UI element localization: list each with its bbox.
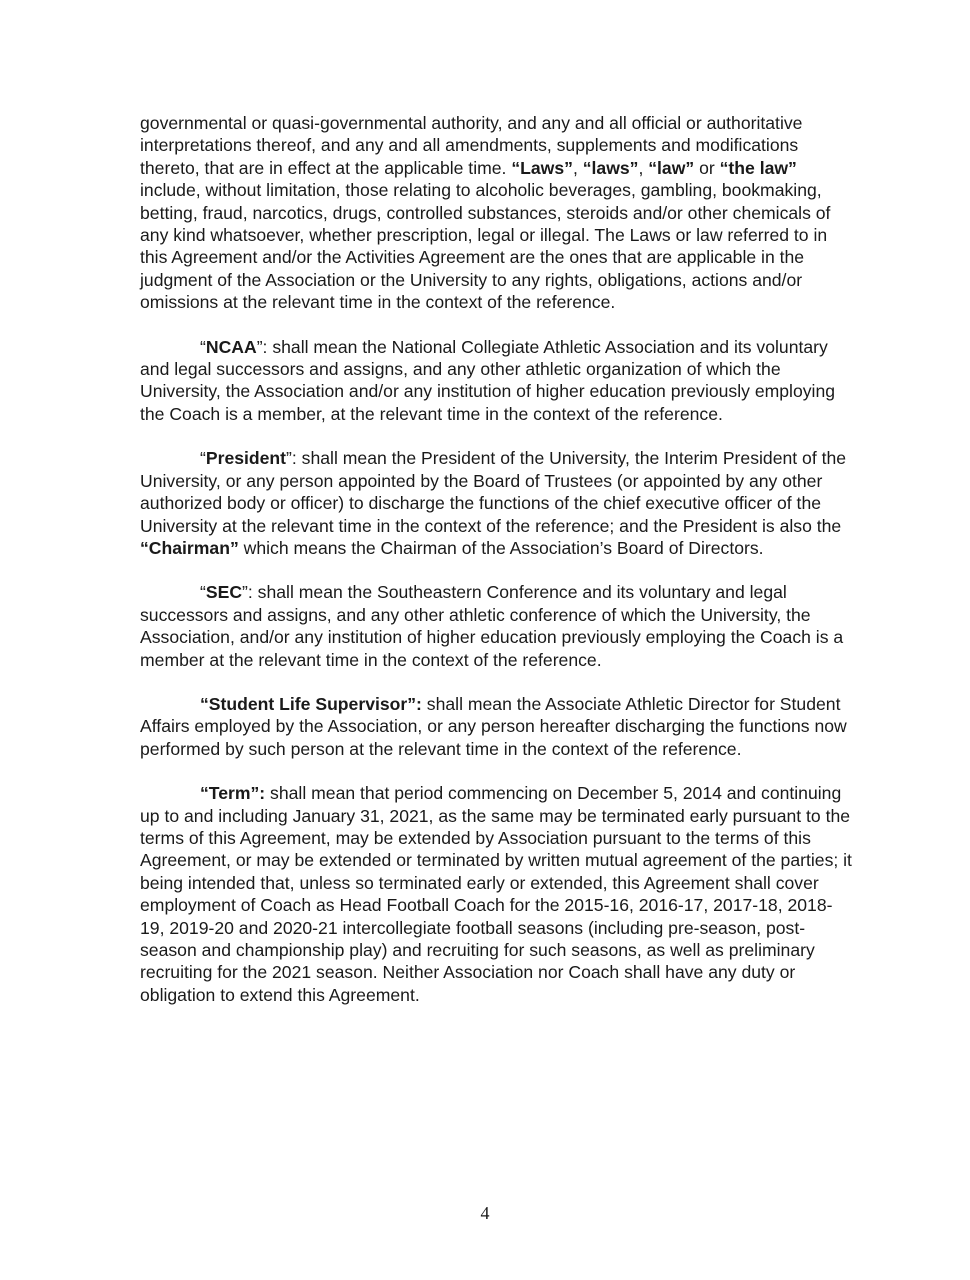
defined-term: “law” (648, 157, 695, 178)
paragraph-student-life-supervisor (140, 693, 852, 760)
defined-term: SEC (205, 582, 243, 603)
text-segment: governmental or quasi-governmental authority, and any and all official or authoritative interpretations thereof, and any and all amendments, supplements and modifications thereto, that are in effect at the applicable time. (140, 113, 803, 178)
paragraph-ncaa (140, 336, 852, 426)
text-segment: include, without limitation, those relating to alcoholic beverages, gambling, bookmaking, betting, fraud, narcotics, drugs, controlled substances, steroids and/or other chemicals of any kind whatsoever, whether prescription, legal or illegal. The Laws or law referred to in this Agreement and/or the Activities Agreement are the ones that are applicable in the judgment of the Association or the University to any rights, obligations, actions and/or omissions at the relevant time in the context of the reference. (140, 180, 831, 313)
defined-term: “Laws” (511, 157, 573, 178)
paragraph-term (140, 782, 852, 1006)
text-segment: which means the Chairman of the Association’s Board of Directors. (238, 537, 764, 558)
defined-term: “the law” (719, 157, 797, 178)
text-segment: “ (200, 582, 206, 603)
page-number: 4 (480, 1203, 490, 1223)
text-segment: ”: shall mean the National Collegiate Athletic Association and its voluntary and legal successors and assigns, and any other athletic organization of which the University, the Association and/or any institution of higher education previously employing the Coach is a member, at the relevant time in the context of the reference. (140, 336, 836, 424)
paragraph-sec (140, 581, 852, 671)
paragraph-laws-continued (140, 112, 852, 314)
text-segment: , (572, 157, 583, 178)
text-segment: shall mean that period commencing on December 5, 2014 and continuing up to and including January 31, 2021, as the same may be terminated early pursuant to the terms of this Agreement, may be extended by Association pursuant to the terms of this Agreement, or may be extended or terminated by written mutual agreement of the parties; it being intended that, unless so terminated early or extended, this Agreement shall cover employment of Coach as Head Football Coach for the 2015-16, 2016-17, 2017-18, 2018-19, 2019-20 and 2020-21 intercollegiate football seasons (including pre-season, post-season and championship play) and recruiting for such seasons, as well as preliminary recruiting for the 2021 season. Neither Association nor Coach shall have any duty or obligation to extend this Agreement. (140, 783, 852, 1005)
defined-term: “Term”: (200, 783, 266, 804)
text-segment: “ (200, 448, 206, 469)
defined-term: “Student Life Supervisor”: (200, 693, 422, 714)
defined-term: President (205, 448, 287, 469)
document-body (140, 112, 852, 1028)
paragraph-president (140, 447, 852, 559)
defined-term: “laws” (582, 157, 639, 178)
text-segment: ”: shall mean the President of the University, the Interim President of the University, or any person appointed by the Board of Trustees (or appointed by any other authorized body or officer) to discharge the functions of the chief executive officer of the University at the relevant time in the context of the reference; and the President is also the (140, 448, 847, 536)
defined-term: “Chairman” (140, 537, 239, 558)
defined-term: NCAA (205, 336, 257, 357)
text-segment: “ (200, 336, 206, 357)
text-segment: ”: shall mean the Southeastern Conference and its voluntary and legal successors and assigns, and any other athletic conference of which the University, the Association, and/or any institution of higher education previously employing the Coach is a member at the relevant time in the context of the reference. (140, 582, 844, 670)
text-segment: , (638, 157, 649, 178)
text-segment: or (694, 157, 720, 178)
text-segment: shall mean the Associate Athletic Director for Student Affairs employed by the Association, or any person hereafter discharging the functions now performed by such person at the relevant time in the context of the reference. (140, 693, 847, 759)
